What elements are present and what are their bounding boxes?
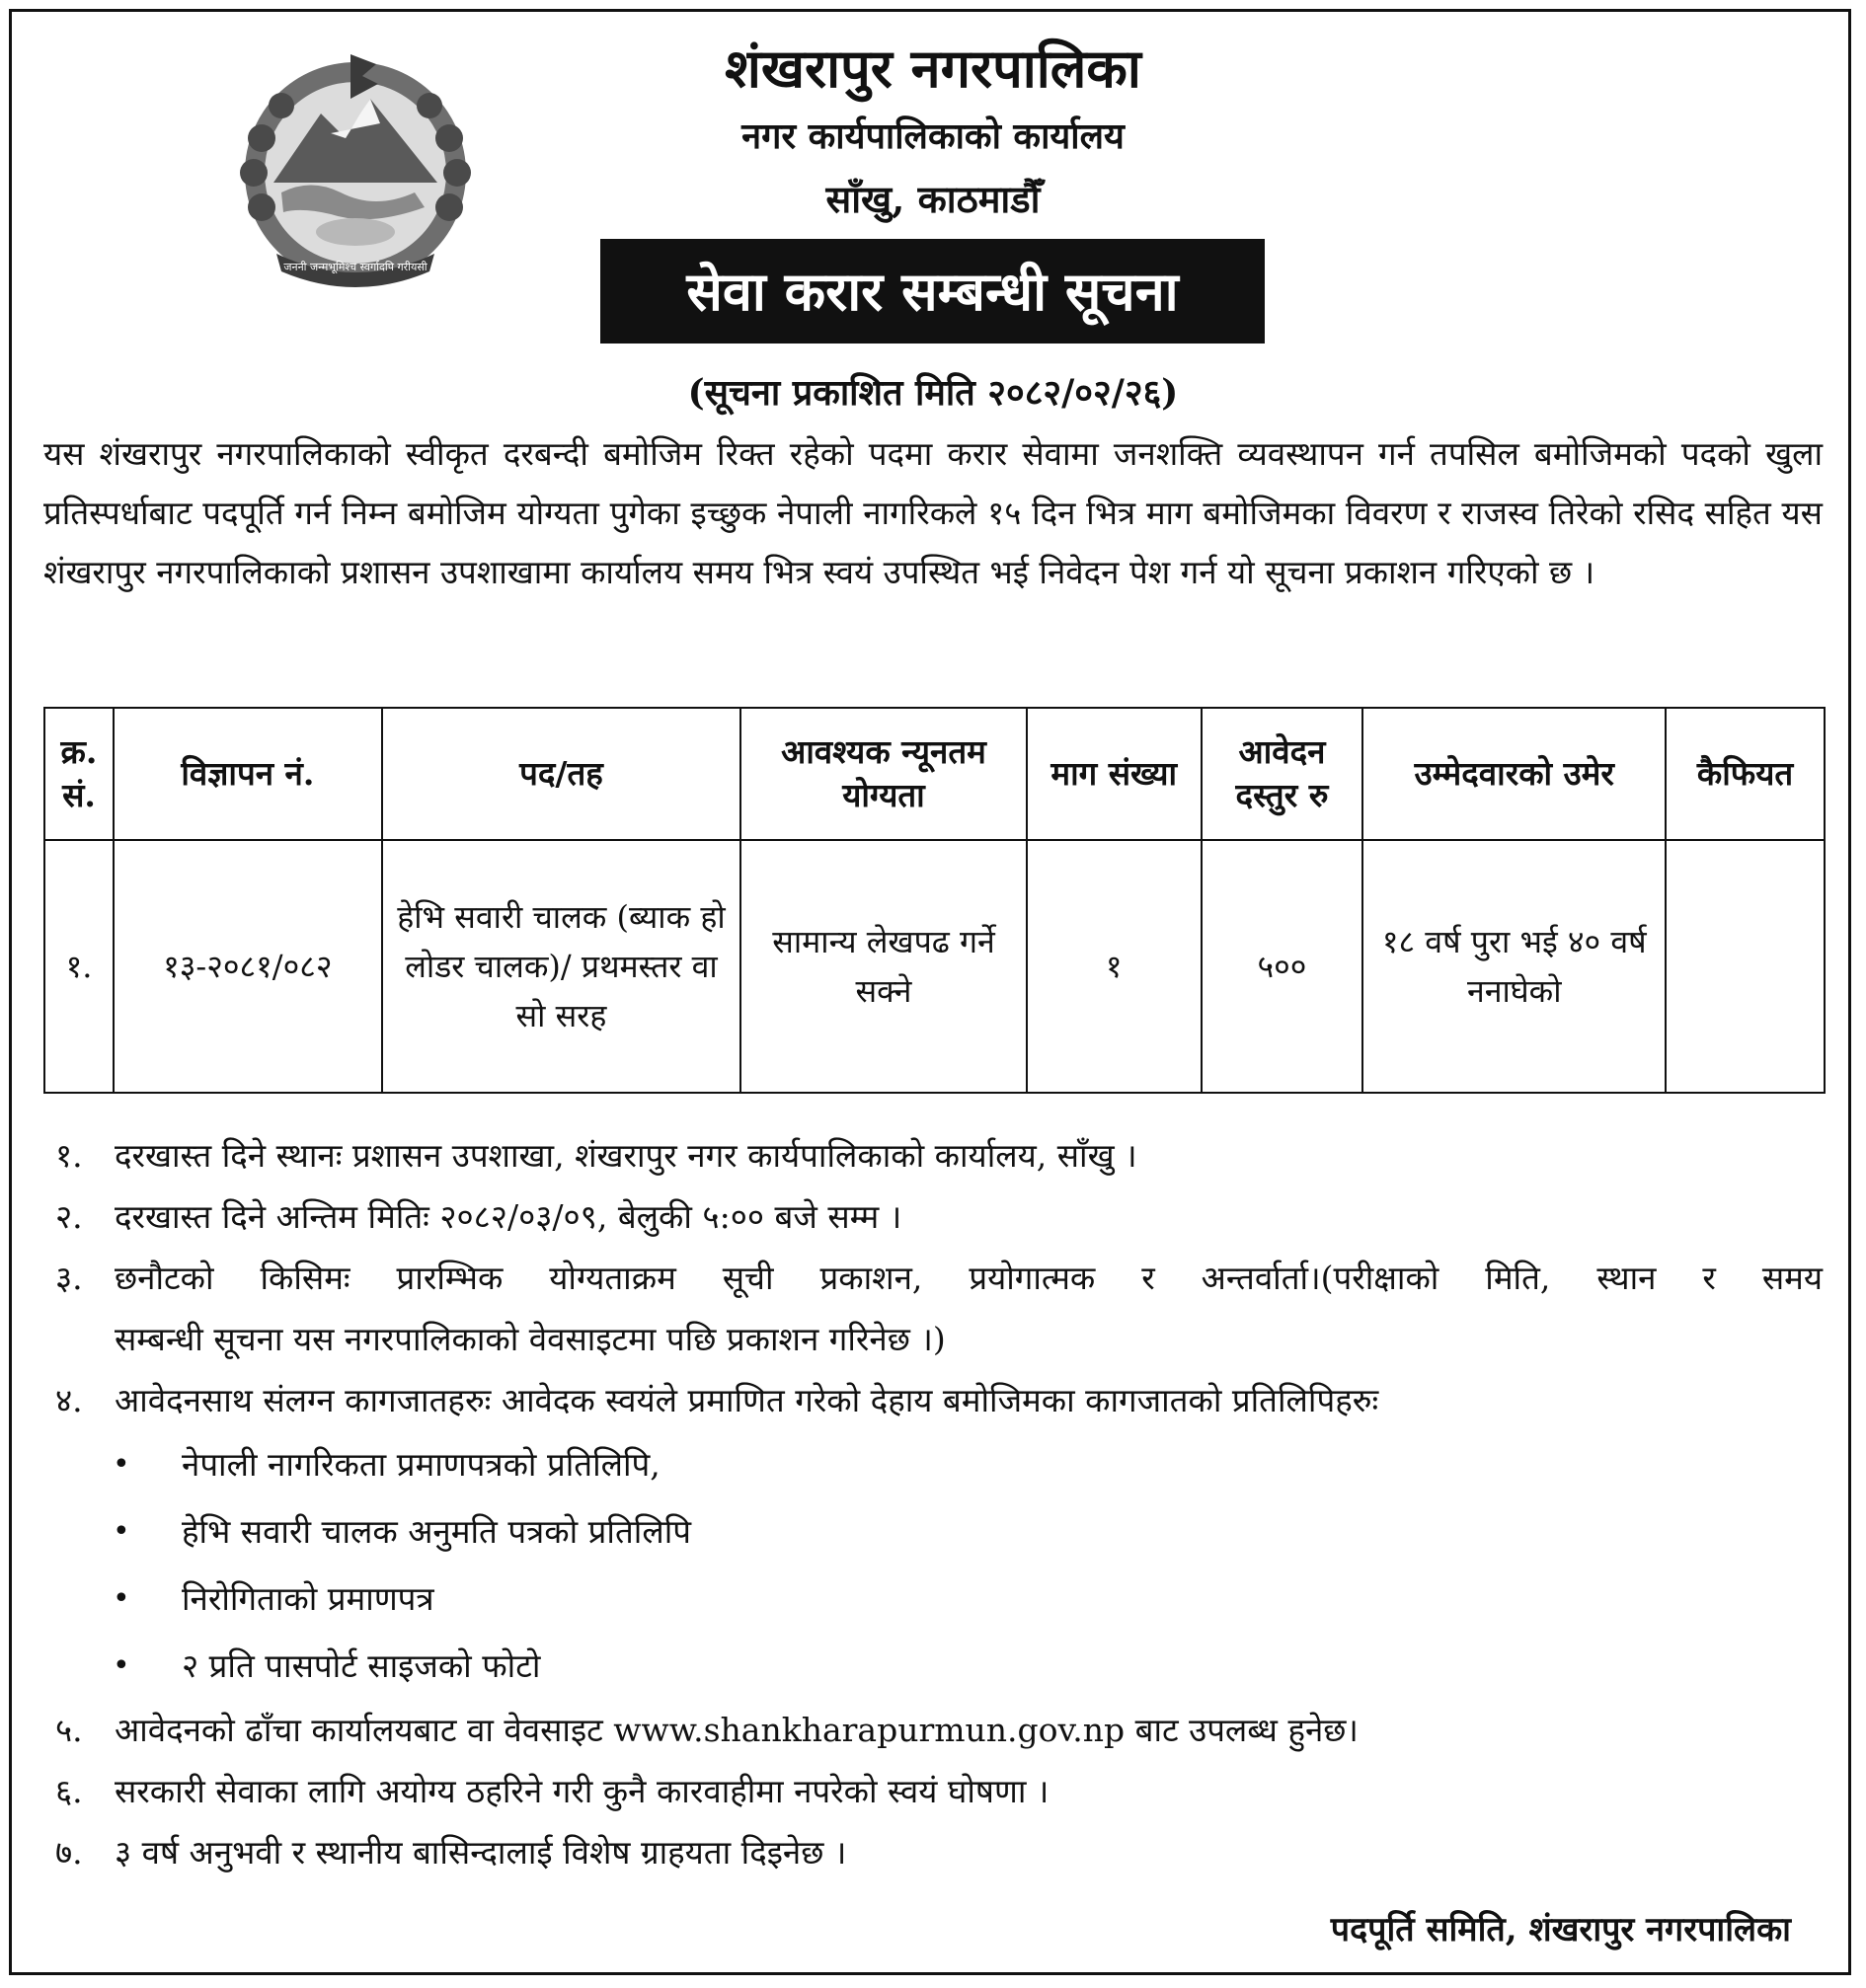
- col-header-remarks: कैफियत: [1666, 708, 1825, 840]
- col-header-age: उम्मेदवारको उमेर: [1362, 708, 1666, 840]
- cell-adv-no: १३-२०८१/०८२: [114, 840, 382, 1093]
- col-header-demand: माग संख्या: [1027, 708, 1202, 840]
- cell-fee: ५००: [1202, 840, 1363, 1093]
- office-name: नगर कार्यपालिकाको कार्यालय: [741, 115, 1125, 157]
- cell-remarks: [1666, 840, 1825, 1093]
- note-text: आवेदनको ढाँचा कार्यालयबाट वा वेवसाइट www.shankharapurmun.gov.np बाट उपलब्ध हुनेछ।: [115, 1711, 1359, 1749]
- col-header-post: पद/तह: [382, 708, 740, 840]
- note-number: ६.: [55, 1772, 83, 1810]
- note-text: सरकारी सेवाका लागि अयोग्य ठहरिने गरी कुनै कारवाहीमा नपरेको स्वयं घोषणा ।: [115, 1772, 1050, 1810]
- notes-list: [43, 1125, 1823, 1883]
- note-number: ३.: [55, 1259, 83, 1297]
- bullet-icon: •: [113, 1581, 130, 1616]
- org-name: शंखरापुर नगरपालिका: [725, 37, 1141, 100]
- note-number: १.: [55, 1136, 83, 1175]
- cell-post: हेभि सवारी चालक (ब्याक हो लोडर चालक)/ प्रथमस्तर वा सो सरह: [382, 840, 740, 1093]
- col-header-adv-no: विज्ञापन नं.: [114, 708, 382, 840]
- notice-title-banner: सेवा करार सम्बन्धी सूचना: [600, 239, 1265, 344]
- list-item: [43, 1822, 1823, 1883]
- note-text: आवेदनसाथ संलग्न कागजातहरुः आवेदक स्वयंले प्रमाणित गरेको देहाय बमोजिमका कागजातको प्रतिलिपिहरुः: [115, 1381, 1379, 1419]
- list-item: [43, 1125, 1823, 1186]
- publish-date: (सूचना प्रकाशित मिति २०८२/०२/२६): [687, 372, 1179, 414]
- note-text: दरखास्त दिने अन्तिम मितिः २०८२/०३/०९, बेलुकी ५:०० बजे सम्म ।: [115, 1197, 902, 1236]
- list-item: [43, 1700, 1823, 1761]
- list-item: [43, 1309, 1823, 1370]
- col-header-fee: आवेदन दस्तुर रु: [1202, 708, 1363, 840]
- bullet-icon: •: [113, 1514, 130, 1549]
- bullet-icon: •: [113, 1447, 130, 1482]
- cell-qualification: सामान्य लेखपढ गर्ने सक्ने: [740, 840, 1027, 1093]
- document-item: [43, 1566, 1823, 1633]
- list-item: [43, 1248, 1823, 1309]
- table-row: [44, 840, 1825, 1093]
- document-item: [43, 1498, 1823, 1566]
- document-text: निरोगिताको प्रमाणपत्र: [182, 1579, 434, 1618]
- document-item: [43, 1633, 1823, 1700]
- note-text: छनौटको किसिमः प्रारम्भिक योग्यताक्रम सूची प्रकाशन, प्रयोगात्मक र अन्तर्वार्ता।(परीक्षाको मिति, स्थान र समय: [115, 1259, 1823, 1297]
- document-text: हेभि सवारी चालक अनुमति पत्रको प्रतिलिपि: [182, 1512, 691, 1551]
- col-header-sn: क्र. सं.: [44, 708, 114, 840]
- intro-paragraph: यस शंखरापुर नगरपालिकाको स्वीकृत दरबन्दी बमोजिम रिक्त रहेको पदमा करार सेवामा जनशक्ति व्यवस्थापन गर्न तपसिल बमोजिमको पदको खुला प्रतिस्पर्धाबाट पदपूर्ति गर्न निम्न बमोजिम योग्यता पुगेका इच्छुक नेपाली नागरिकले १५ दिन भित्र माग बमोजिमका विवरण र राजस्व तिरेको रसिद सहित यस शंखरापुर नगरपालिकाको प्रशासन उपशाखामा कार्यालय समय भित्र स्वयं उपस्थित भई निवेदन पेश गर्न यो सूचना प्रकाशन गरिएको छ ।: [43, 434, 1823, 591]
- cell-demand: १: [1027, 840, 1202, 1093]
- note-text: ३ वर्ष अनुभवी र स्थानीय बासिन्दालाई विशेष ग्राहयता दिइनेछ ।: [115, 1833, 847, 1872]
- office-location: साँखु, काठमाडौँ: [825, 177, 1041, 221]
- document-item: [43, 1431, 1823, 1498]
- note-number: ७.: [55, 1833, 83, 1872]
- note-text: दरखास्त दिने स्थानः प्रशासन उपशाखा, शंखरापुर नगर कार्यपालिकाको कार्यालय, साँखु ।: [115, 1136, 1137, 1175]
- emblem-motto: जननी जन्मभूमिश्च स्वर्गादपि गरीयसी: [283, 261, 428, 273]
- document-text: नेपाली नागरिकता प्रमाणपत्रको प्रतिलिपि,: [182, 1445, 661, 1484]
- col-header-qualification: आवश्यक न्यूनतम योग्यता: [740, 708, 1027, 840]
- note-text-continued: सम्बन्धी सूचना यस नगरपालिकाको वेवसाइटमा पछि प्रकाशन गरिनेछ ।): [115, 1320, 946, 1358]
- table-header-row: [44, 708, 1825, 840]
- cell-sn: १.: [44, 840, 114, 1093]
- vacancy-table: [43, 707, 1826, 1094]
- list-item: [43, 1370, 1823, 1431]
- cell-age: १८ वर्ष पुरा भई ४० वर्ष ननाघेको: [1362, 840, 1666, 1093]
- note-number: २.: [55, 1197, 83, 1236]
- signature-committee: पदपूर्ति समिति, शंखरापुर नगरपालिका: [1330, 1910, 1791, 1950]
- note-number: ४.: [55, 1381, 83, 1419]
- list-item: [43, 1186, 1823, 1248]
- document-text: २ प्रति पासपोर्ट साइजको फोटो: [182, 1646, 541, 1685]
- list-item: [43, 1761, 1823, 1822]
- bullet-icon: •: [113, 1648, 130, 1683]
- note-number: ५.: [55, 1711, 83, 1749]
